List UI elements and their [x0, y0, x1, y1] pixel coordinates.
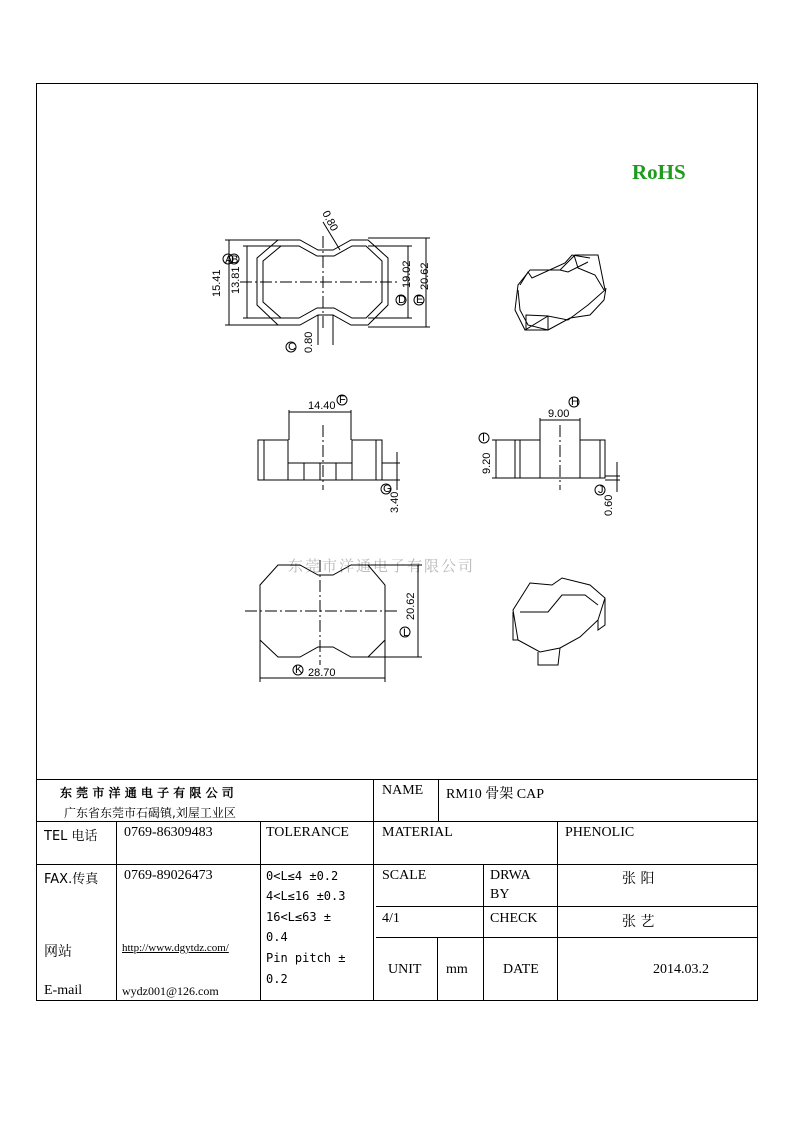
check-label: CHECK: [490, 911, 538, 926]
tel-value: 0769-86309483: [124, 825, 213, 840]
dim-j: 0.60: [603, 494, 615, 516]
side-view: [492, 418, 620, 492]
marker-d: D: [398, 294, 406, 306]
dim-a: 15.41: [211, 269, 223, 297]
scale-label: SCALE: [382, 868, 427, 883]
website-link[interactable]: http://www.dgytdz.com/: [122, 942, 229, 954]
marker-b: B: [231, 254, 239, 266]
marker-k: K: [295, 664, 303, 676]
date-label: DATE: [503, 962, 539, 977]
tolerance-range-3-value: 0.4: [266, 930, 288, 944]
drawn-by-value: 张 阳: [622, 871, 655, 887]
marker-l: L: [403, 627, 410, 639]
name-label: NAME: [382, 783, 424, 798]
marker-i: I: [482, 432, 486, 444]
tolerance-range-1: 0<L≤4 ±0.2: [266, 869, 339, 883]
date-value: 2014.03.2: [653, 962, 709, 977]
tolerance-label: TOLERANCE: [266, 825, 349, 840]
material-label: MATERIAL: [382, 825, 453, 840]
marker-h: H: [571, 396, 579, 408]
drawn-by-label-2: BY: [490, 887, 510, 902]
bottom-view: [245, 560, 422, 682]
website-label: 网站: [44, 944, 72, 960]
email-label: E-mail: [44, 983, 83, 998]
fax-label: FAX.传真: [44, 872, 99, 887]
dim-l: 20.62: [405, 592, 417, 620]
dim-e: 20.62: [419, 262, 431, 290]
marker-a: A: [225, 254, 233, 266]
isometric-view-bottom: [513, 578, 605, 665]
dim-g: 3.40: [389, 491, 401, 513]
fax-value: 0769-89026473: [124, 868, 213, 883]
tel-label: TEL 电话: [44, 829, 98, 844]
top-view: [225, 222, 430, 345]
tolerance-range-2: 4<L≤16 ±0.3: [266, 889, 346, 903]
unit-label: UNIT: [388, 962, 422, 977]
watermark: 东莞市洋通电子有限公司: [288, 557, 476, 575]
scale-value: 4/1: [382, 911, 400, 926]
dim-f: 14.40: [308, 400, 336, 412]
isometric-view-top: [515, 255, 606, 330]
material-value: PHENOLIC: [565, 825, 635, 840]
tolerance-pin-pitch: Pin pitch ±: [266, 951, 346, 965]
marker-f: F: [339, 394, 346, 406]
marker-j: J: [598, 484, 604, 496]
tolerance-pin-pitch-value: 0.2: [266, 972, 288, 986]
name-value: RM10 骨架 CAP: [446, 787, 545, 802]
dim-k: 28.70: [308, 667, 336, 679]
dim-b: 13.81: [230, 266, 242, 294]
rohs-mark: RoHS: [632, 160, 686, 184]
tolerance-range-3: 16<L≤63 ±: [266, 910, 332, 924]
dim-d: 19.02: [401, 260, 413, 288]
email-value: wydz001@126.com: [122, 984, 219, 998]
unit-value: mm: [446, 962, 468, 977]
dim-thickness-bottom: 0.80: [303, 331, 315, 353]
front-view: [258, 410, 400, 490]
dim-h: 9.00: [548, 408, 570, 420]
marker-g: G: [383, 483, 392, 495]
company-address: 广东省东莞市石碣镇,刘屋工业区: [64, 806, 236, 820]
dim-thickness-top: 0.80: [319, 208, 341, 234]
check-value: 张 艺: [622, 914, 655, 930]
marker-e: E: [416, 294, 424, 306]
dim-i: 9.20: [481, 452, 493, 474]
marker-c: C: [288, 341, 296, 353]
drawn-by-label: DRWA: [490, 868, 531, 883]
company-name: 东 莞 市 洋 通 电 子 有 限 公 司: [60, 786, 234, 800]
